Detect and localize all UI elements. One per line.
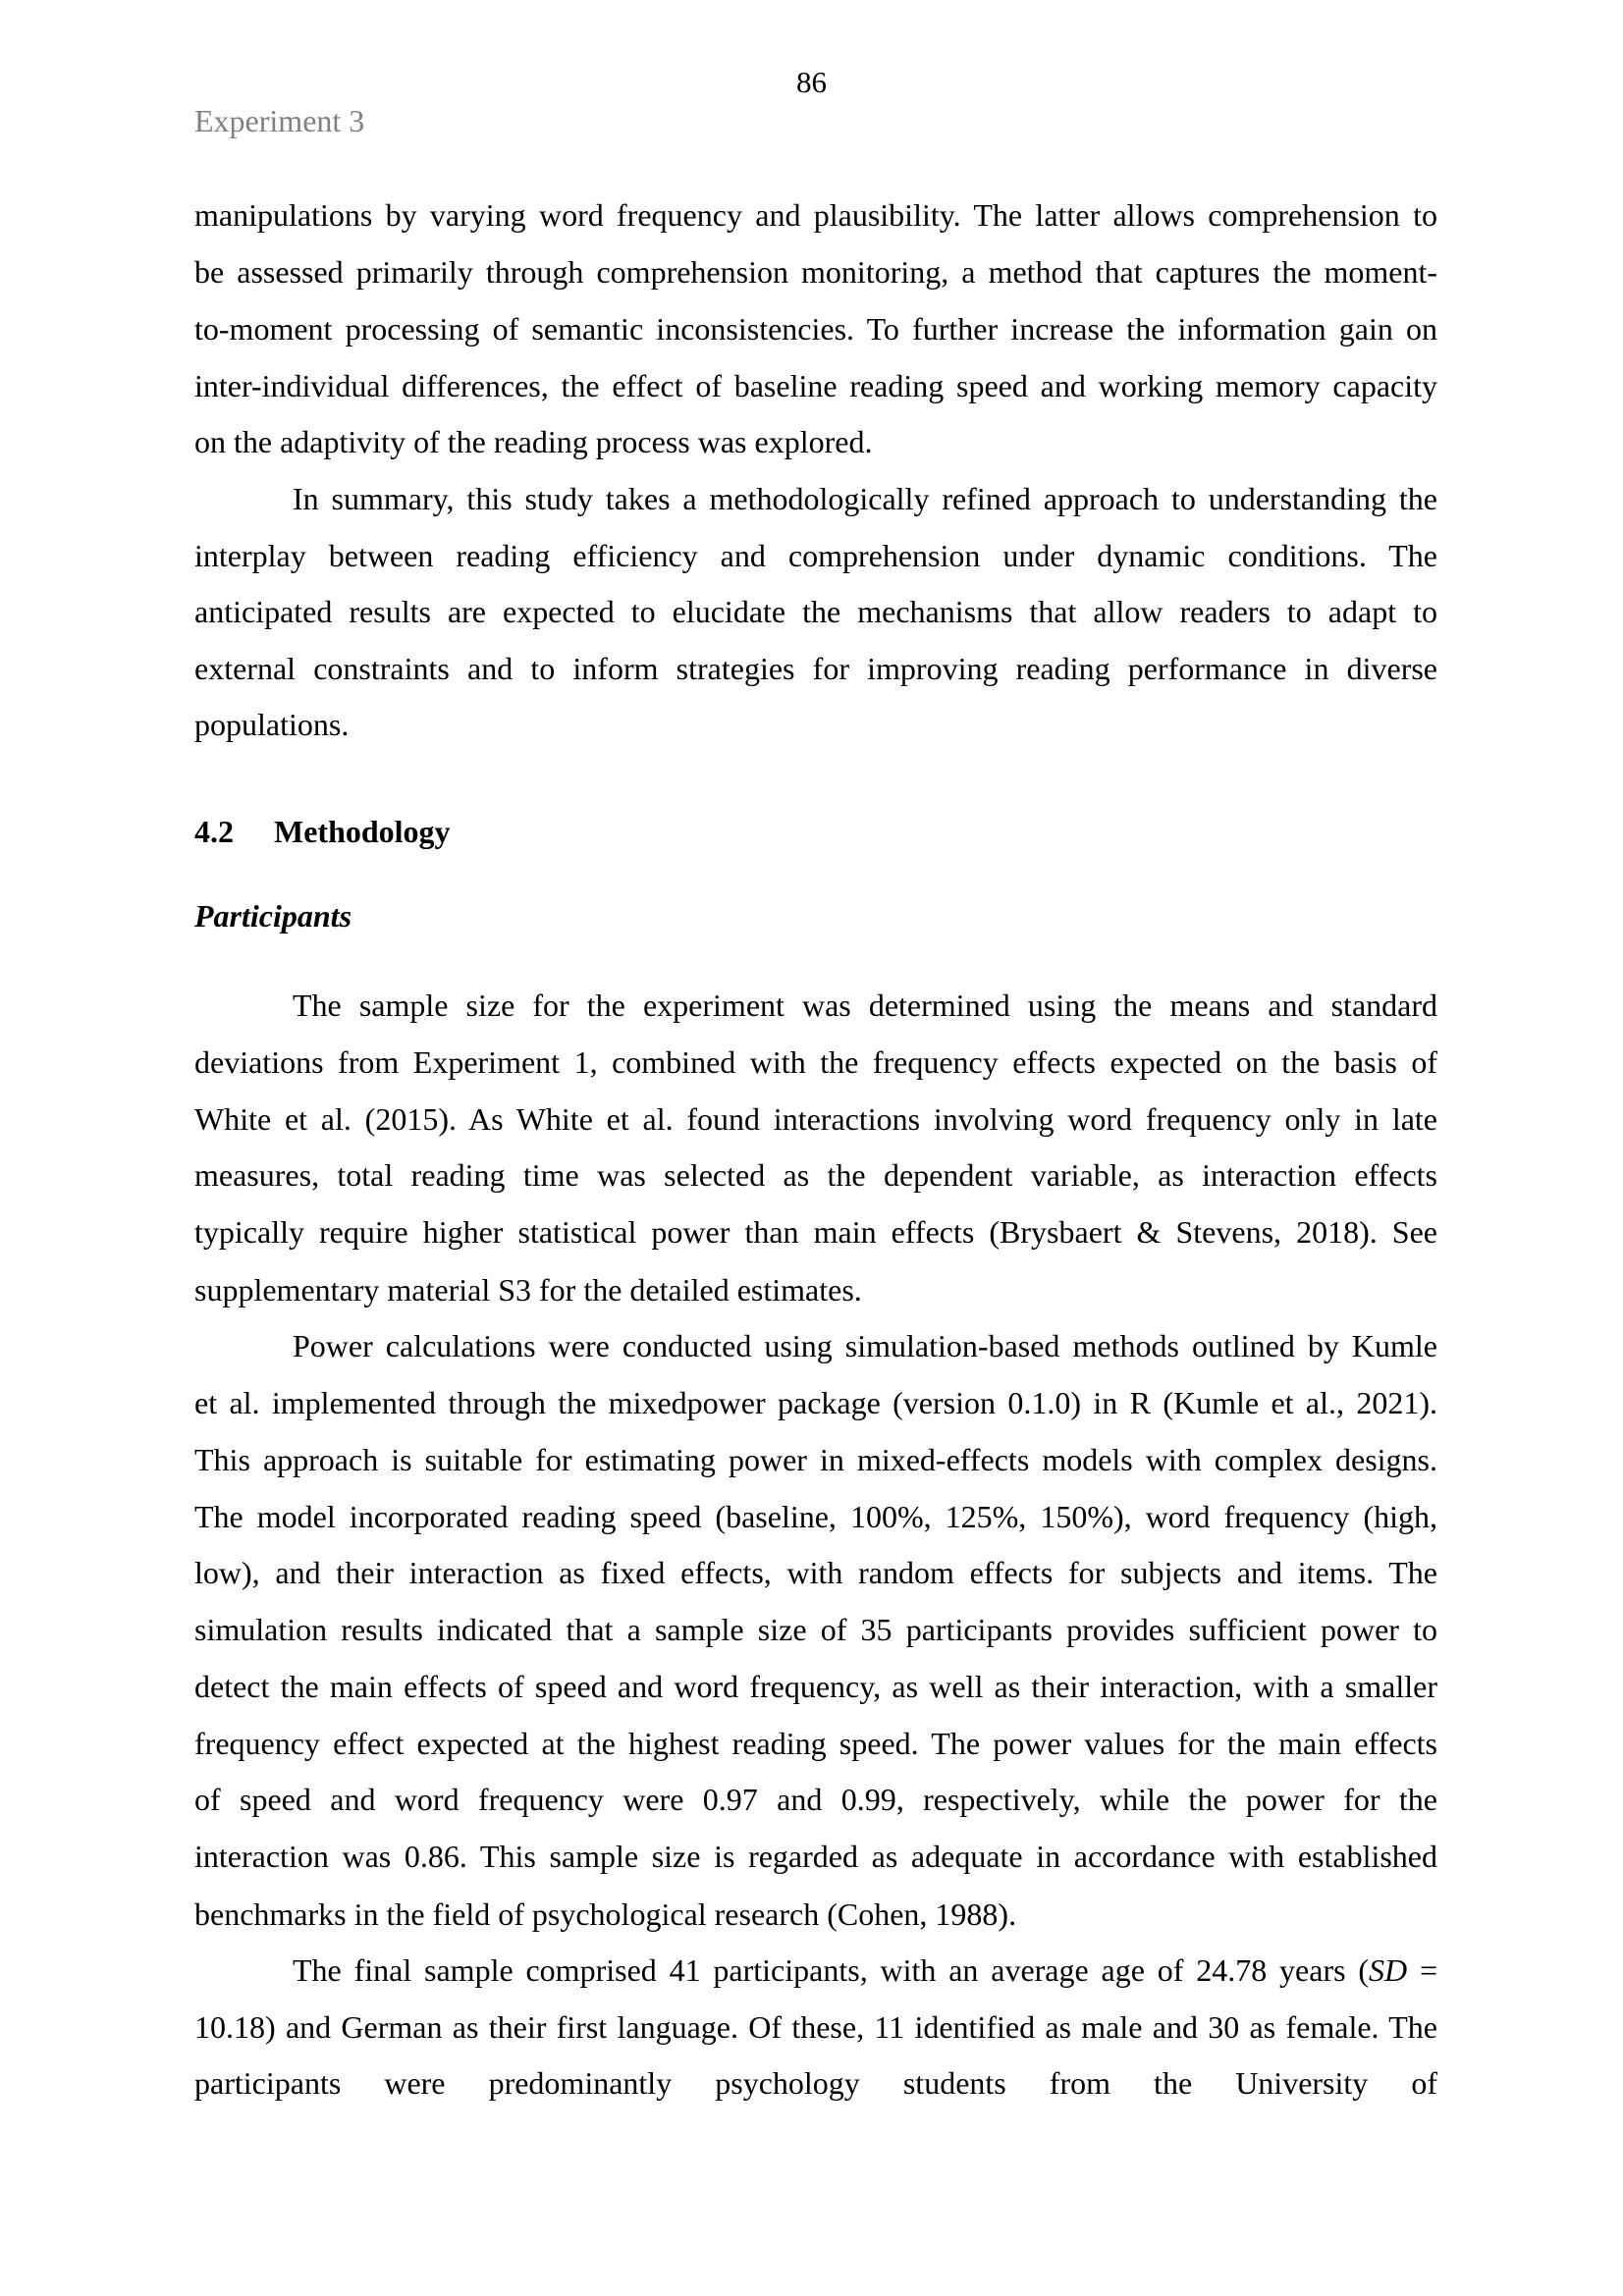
italic-term: SD <box>1369 1952 1408 1988</box>
text-line: The model incorporated reading speed (baseline, 100%, 125%, 150%), word frequency (high, <box>194 1499 1437 1534</box>
text-line: Power calculations were conducted using simulation-based methods outlined by Kumle <box>293 1328 1437 1363</box>
text-line: low), and their interaction as fixed effects, with random effects for subjects and items. The <box>194 1555 1437 1590</box>
text-line <box>293 1950 1437 1990</box>
text-line: be assessed primarily through comprehension monitoring, a method that captures the moment- <box>194 254 1437 290</box>
text-line: 10.18) and German as their first language. Of these, 11 identified as male and 30 as female. The <box>194 2009 1437 2045</box>
text-line: interaction was 0.86. This sample size is regarded as adequate in accordance with established <box>194 1839 1437 1874</box>
text-line: external constraints and to inform strategies for improving reading performance in diverse <box>194 651 1437 686</box>
text-line: frequency effect expected at the highest reading speed. The power values for the main effects <box>194 1726 1437 1761</box>
subsection-heading: Participants <box>194 898 352 934</box>
section-number: 4.2 <box>194 814 234 849</box>
text-line: simulation results indicated that a sample size of 35 participants provides sufficient power to <box>194 1612 1437 1647</box>
text-span: The final sample comprised 41 participants, with an average age of 24.78 years ( <box>293 1952 1370 1988</box>
text-line: participants were predominantly psychology students from the University of <box>194 2065 1437 2101</box>
text-line: interplay between reading efficiency and comprehension under dynamic conditions. The <box>194 538 1437 573</box>
text-line: et al. implemented through the mixedpower package (version 0.1.0) in R (Kumle et al., 2021). <box>194 1385 1437 1420</box>
text-span: = <box>1407 1952 1437 1988</box>
page-number: 86 <box>796 65 827 99</box>
section-heading <box>194 812 1437 851</box>
text-line: manipulations by varying word frequency and plausibility. The latter allows comprehension to <box>194 197 1437 233</box>
text-line: of speed and word frequency were 0.97 and 0.99, respectively, while the power for the <box>194 1782 1437 1817</box>
text-line: to-moment processing of semantic inconsistencies. To further increase the information gain on <box>194 311 1437 347</box>
text-line: The sample size for the experiment was determined using the means and standard <box>293 988 1437 1023</box>
text-line: benchmarks in the field of psychological research (Cohen, 1988). <box>194 1896 1017 1932</box>
text-line: inter-individual differences, the effect of baseline reading speed and working memory capacity <box>194 368 1437 403</box>
text-line: This approach is suitable for estimating power in mixed-effects models with complex designs. <box>194 1442 1437 1477</box>
text-line: measures, total reading time was selected as the dependent variable, as interaction effects <box>194 1157 1437 1193</box>
text-line: supplementary material S3 for the detailed estimates. <box>194 1272 862 1308</box>
section-title: Methodology <box>274 814 451 849</box>
text-line: anticipated results are expected to elucidate the mechanisms that allow readers to adapt to <box>194 594 1437 629</box>
text-line: populations. <box>194 707 350 742</box>
running-head: Experiment 3 <box>194 103 365 138</box>
text-line: typically require higher statistical power than main effects (Brysbaert & Stevens, 2018). See <box>194 1214 1437 1250</box>
text-line: In summary, this study takes a methodologically refined approach to understanding the <box>293 481 1437 516</box>
text-line: on the adaptivity of the reading process was explored. <box>194 424 873 459</box>
text-line: detect the main effects of speed and word frequency, as well as their interaction, with a smaller <box>194 1669 1437 1704</box>
text-line: deviations from Experiment 1, combined with the frequency effects expected on the basis of <box>194 1044 1437 1080</box>
text-line: White et al. (2015). As White et al. found interactions involving word frequency only in late <box>194 1101 1437 1137</box>
